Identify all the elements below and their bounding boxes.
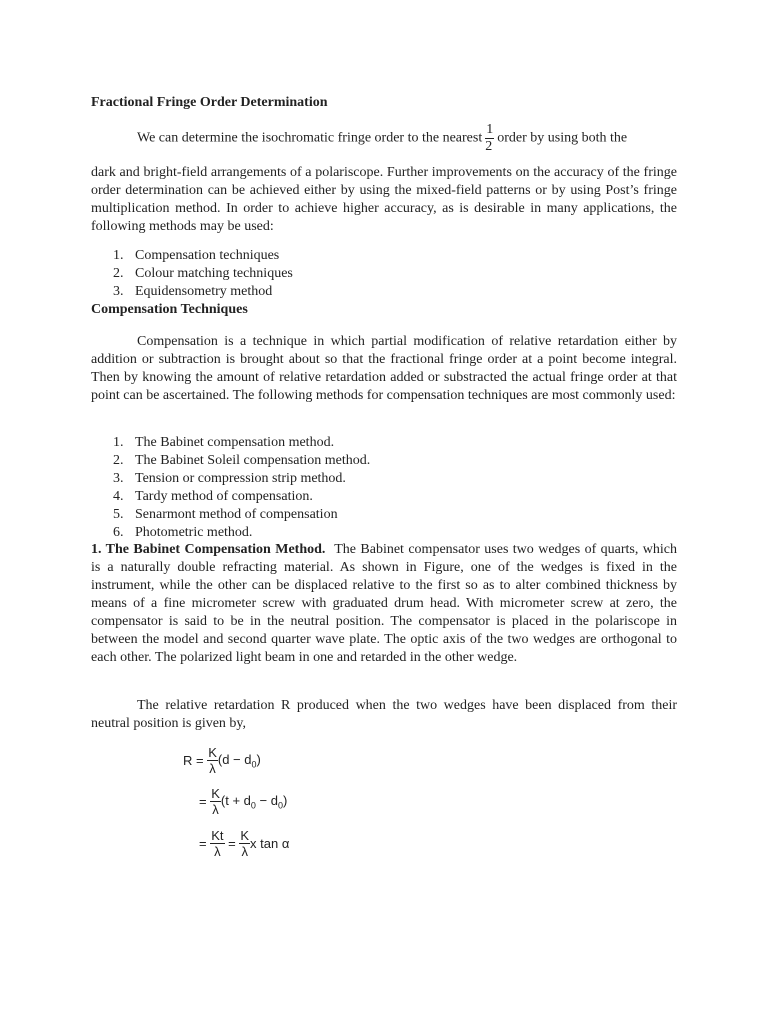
intro-first-line bbox=[91, 122, 677, 155]
intro-text-pre: We can determine the isochromatic fringe order to the nearest bbox=[137, 130, 483, 146]
fraction-one-half: $\frac{1}{2}$ bbox=[485, 122, 494, 154]
babinet-paragraph bbox=[91, 541, 677, 667]
methods-list bbox=[91, 247, 677, 301]
list-item: 3. Tension or compression strip method. bbox=[113, 471, 346, 486]
list-item: 3. Equidensometry method bbox=[113, 284, 273, 299]
list-item: 5. Senarmont method of compensation bbox=[113, 507, 338, 522]
equation-line-1: R = $\frac{K}{\lambda}$ $(d - d_0)$ bbox=[183, 745, 261, 776]
list-item: 4. Tardy method of compensation. bbox=[113, 489, 313, 504]
compensation-list bbox=[91, 434, 677, 542]
retardation-paragraph: The relative retardation R produced when the two wedges have been displaced from their neutral position is given by, bbox=[91, 698, 677, 731]
babinet-body: The Babinet compensator uses two wedges of quarts, which is a naturally double refracting material. As shown in Figure, one of the wedges is fixed in the instrument, while the other can be displaced relative to the first so as to alter combined thickness by means of a fine micrometer screw with graduated drum head. With micrometer screw at zero, the compensator is said to be in the neutral position. The compensator is placed in the polariscope in between the model and second quarter wave plate. The optic axis of the two wedges are orthogonal to each other. The polarized light beam in one and retarded in the other wedge. bbox=[91, 542, 677, 665]
list-item: 1. The Babinet compensation method. bbox=[113, 435, 335, 450]
list-item: 1. Compensation techniques bbox=[113, 248, 280, 263]
intro-text-post: order by using both the bbox=[497, 130, 628, 146]
section-title: Fractional Fringe Order Determination bbox=[91, 95, 328, 110]
list-item: 2. The Babinet Soleil compensation method. bbox=[113, 453, 371, 468]
list-item: 6. Photometric method. bbox=[113, 525, 253, 540]
babinet-heading: 1. The Babinet Compensation Method. bbox=[91, 542, 326, 557]
compensation-paragraph: Compensation is a technique in which partial modification of relative retardation either by addition or subtraction is brought about so that the fractional fringe order at a point become integral. Then by knowing the amount of relative retardation added or substracted the actual fringe order at that point can be ascertained. The following methods for compensation techniques are most commonly used: bbox=[91, 334, 677, 403]
list-item: 2. Colour matching techniques bbox=[113, 266, 293, 281]
compensation-heading: Compensation Techniques bbox=[91, 302, 248, 317]
intro-paragraph: dark and bright-field arrangements of a polariscope. Further improvements on the accuracy of the fringe order determination can be achieved either by using the mixed-field patterns or by using Post’s fringe multiplication method. In order to achieve higher accuracy, as is desirable in many applications, the following methods may be used: bbox=[91, 165, 677, 234]
equation-line-2: = $\frac{K}{\lambda}$ $(t + d_0 - d_0)$ bbox=[199, 786, 288, 817]
equation-line-3: = $\frac{Kt}{\lambda}$ = $\frac{K}{\lambda}$ x tan α bbox=[199, 828, 290, 859]
